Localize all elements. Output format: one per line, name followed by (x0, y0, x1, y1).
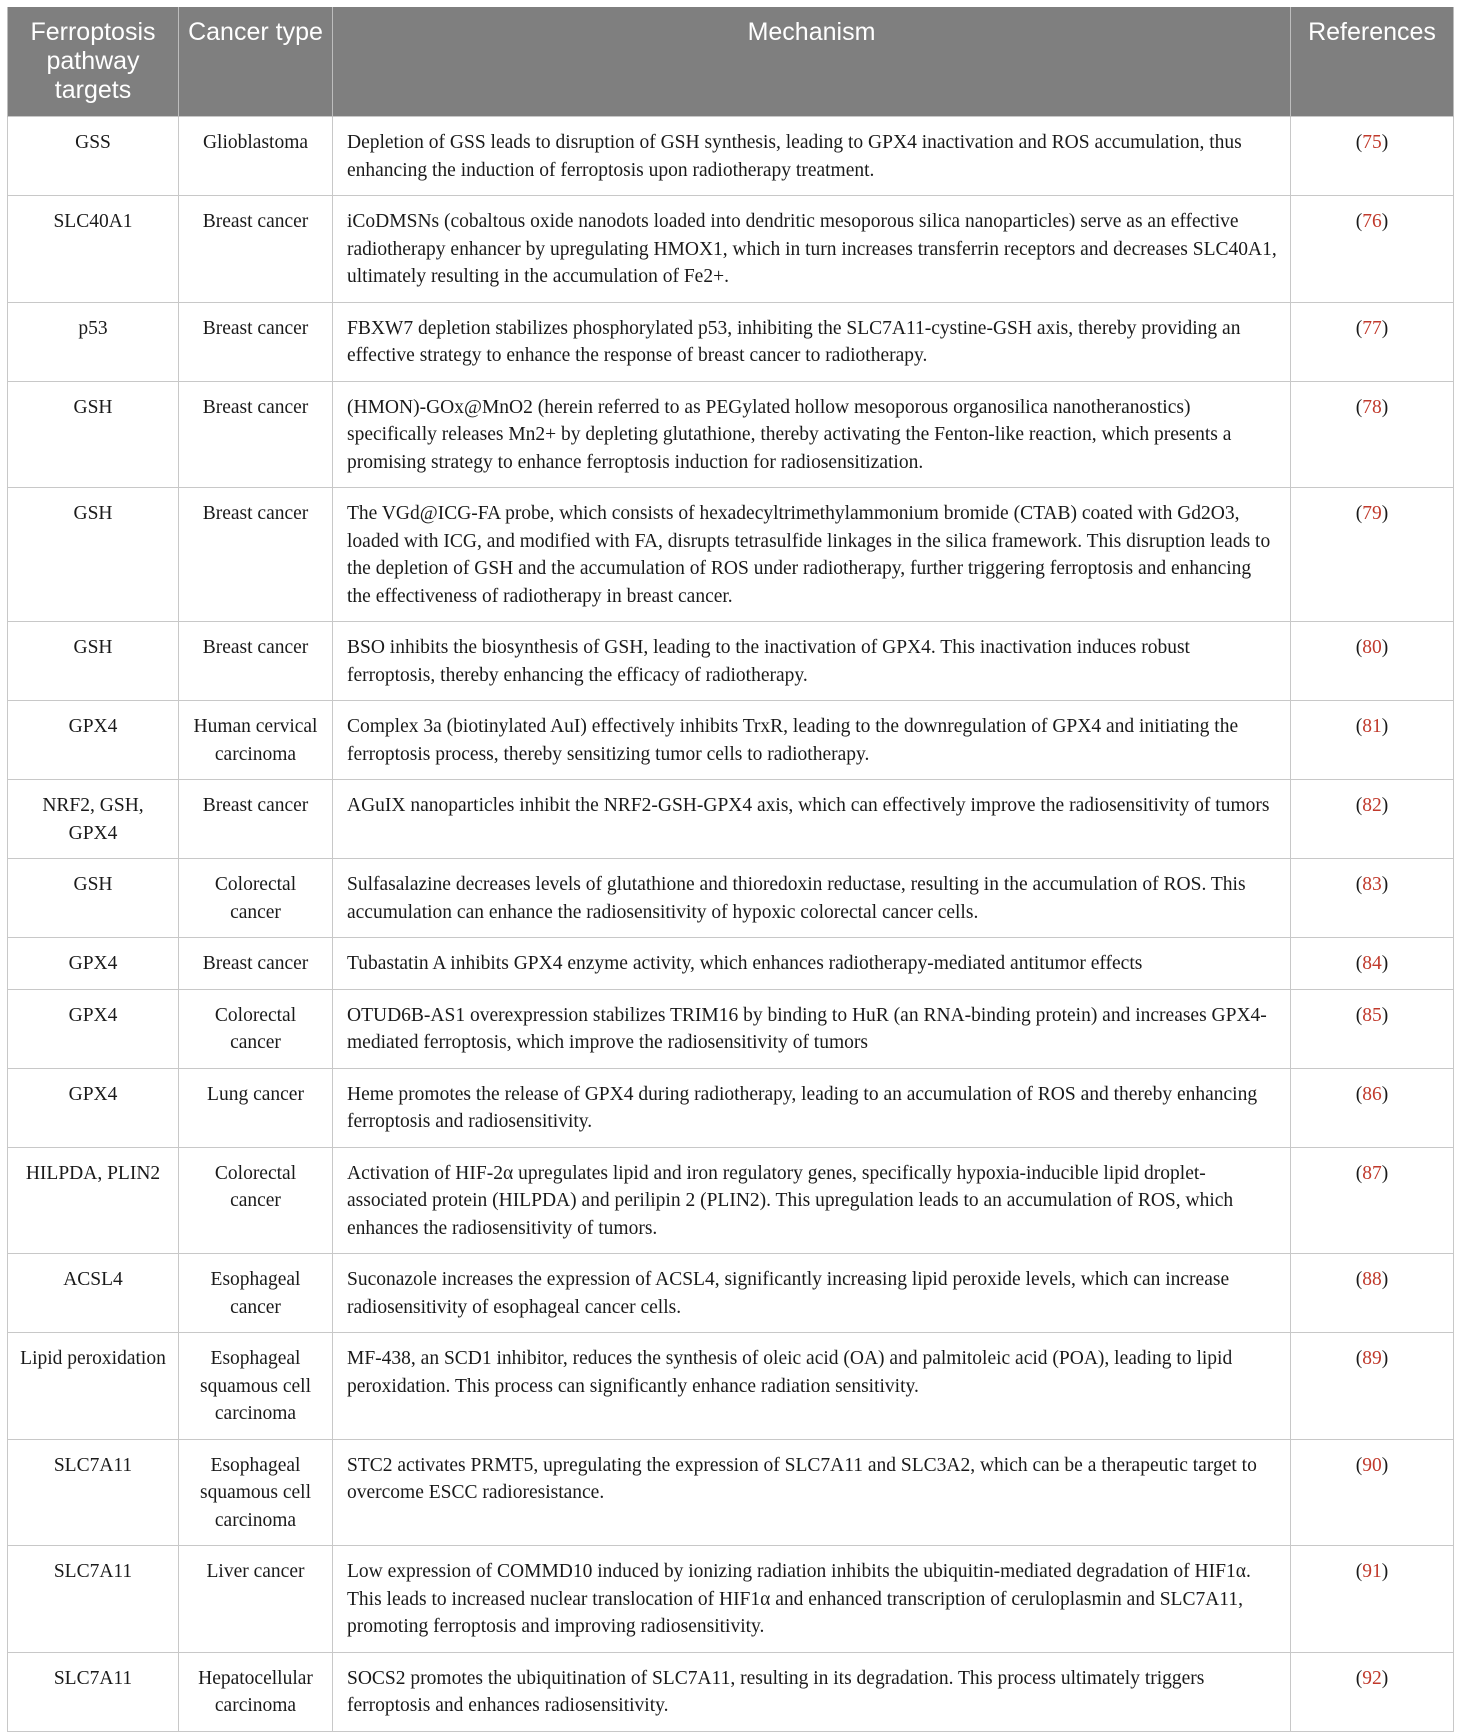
reference-link[interactable]: 80 (1362, 637, 1382, 658)
mechanism-cell: iCoDMSNs (cobaltous oxide nanodots loaded into dendritic mesoporous silica nanoparticles) serve as an effective radiotherapy enhancer by upregulating HMOX1, which in turn increases transferrin receptors and decreases SLC40A1, ultimately resulting in the accumulation of Fe2+. (333, 196, 1291, 303)
mechanism-cell: Low expression of COMMD10 induced by ionizing radiation inhibits the ubiquitin-mediated degradation of HIF1α. This leads to increased nuclear translocation of HIF1α and enhanced transcription of ceruloplasmin and SLC7A11, promoting ferroptosis and improving radiosensitivity. (333, 1546, 1291, 1653)
target-cell: NRF2, GSH, GPX4 (8, 780, 179, 859)
reference-link[interactable]: 92 (1362, 1667, 1382, 1689)
table-row (8, 381, 1454, 488)
target-cell: GPX4 (8, 989, 179, 1068)
table-row (8, 701, 1454, 780)
mechanism-cell: Sulfasalazine decreases levels of glutathione and thioredoxin reductase, resulting in the accumulation of ROS. This accumulation can enhance the radiosensitivity of hypoxic colorectal cancer cells. (333, 859, 1291, 938)
table-row (8, 1147, 1454, 1254)
reference-cell: (80) (1291, 622, 1454, 701)
cancer-type-cell: Breast cancer (179, 381, 333, 488)
reference-cell: (86) (1291, 1068, 1454, 1147)
reference-cell: (82) (1291, 780, 1454, 859)
table-row (8, 989, 1454, 1068)
target-cell: SLC40A1 (8, 196, 179, 303)
reference-cell: (89) (1291, 1333, 1454, 1440)
table-row (8, 1652, 1454, 1731)
cancer-type-cell: Breast cancer (179, 780, 333, 859)
reference-link[interactable]: 78 (1362, 396, 1382, 418)
reference-link[interactable]: 83 (1362, 874, 1382, 895)
mechanism-cell: STC2 activates PRMT5, upregulating the expression of SLC7A11 and SLC3A2, which can be a therapeutic target to overcome ESCC radioresistance. (333, 1439, 1291, 1546)
reference-cell: (84) (1291, 938, 1454, 990)
target-cell: GPX4 (8, 701, 179, 780)
cancer-type-cell: Human cervical carcinoma (179, 701, 333, 780)
reference-cell: (88) (1291, 1254, 1454, 1333)
mechanism-cell: Heme promotes the release of GPX4 during radiotherapy, leading to an accumulation of ROS and thereby enhancing ferroptosis and radiosensitivity. (333, 1068, 1291, 1147)
mechanism-cell: Complex 3a (biotinylated AuI) effectively inhibits TrxR, leading to the downregulation of GPX4 and initiating the ferroptosis process, thereby sensitizing tumor cells to radiotherapy. (333, 701, 1291, 780)
cancer-type-cell: Esophageal squamous cell carcinoma (179, 1439, 333, 1546)
reference-cell: (76) (1291, 196, 1454, 303)
cancer-type-cell: Colorectal cancer (179, 859, 333, 938)
header-cancer-type: Cancer type (179, 7, 333, 117)
table-header (8, 7, 1454, 117)
table-row (8, 938, 1454, 990)
target-cell: SLC7A11 (8, 1546, 179, 1653)
reference-link[interactable]: 86 (1362, 1083, 1382, 1105)
mechanism-cell: Depletion of GSS leads to disruption of GSH synthesis, leading to GPX4 inactivation and ROS accumulation, thus enhancing the induction of ferroptosis upon radiotherapy treatment. (333, 117, 1291, 196)
reference-link[interactable]: 85 (1362, 1004, 1382, 1026)
reference-cell: (77) (1291, 302, 1454, 381)
cancer-type-cell: Colorectal cancer (179, 1147, 333, 1254)
reference-cell: (75) (1291, 117, 1454, 196)
table-row (8, 622, 1454, 701)
reference-link[interactable]: 84 (1362, 953, 1382, 974)
reference-cell: (92) (1291, 1652, 1454, 1731)
table-row (8, 859, 1454, 938)
reference-cell: (85) (1291, 989, 1454, 1068)
reference-cell: (87) (1291, 1147, 1454, 1254)
mechanism-cell: FBXW7 depletion stabilizes phosphorylated p53, inhibiting the SLC7A11-cystine-GSH axis, thereby providing an effective strategy to enhance the response of breast cancer to radiotherapy. (333, 302, 1291, 381)
target-cell: GSH (8, 488, 179, 622)
cancer-type-cell: Liver cancer (179, 1546, 333, 1653)
reference-link[interactable]: 90 (1362, 1454, 1382, 1476)
table-row (8, 1254, 1454, 1333)
table-body (8, 117, 1454, 1732)
cancer-type-cell: Breast cancer (179, 302, 333, 381)
target-cell: Lipid peroxidation (8, 1333, 179, 1440)
cancer-type-cell: Breast cancer (179, 196, 333, 303)
mechanism-cell: (HMON)-GOx@MnO2 (herein referred to as PEGylated hollow mesoporous organosilica nanotheranostics) specifically releases Mn2+ by depleting glutathione, thereby activating the Fenton-like reaction, which presents a promising strategy to enhance ferroptosis induction for radiosensitization. (333, 381, 1291, 488)
target-cell: GSH (8, 859, 179, 938)
reference-link[interactable]: 81 (1362, 716, 1382, 737)
cancer-type-cell: Esophageal squamous cell carcinoma (179, 1333, 333, 1440)
reference-link[interactable]: 89 (1362, 1348, 1382, 1369)
cancer-type-cell: Colorectal cancer (179, 989, 333, 1068)
table-row (8, 1546, 1454, 1653)
reference-link[interactable]: 82 (1362, 795, 1382, 816)
target-cell: p53 (8, 302, 179, 381)
mechanism-cell: Tubastatin A inhibits GPX4 enzyme activity, which enhances radiotherapy-mediated antitumor effects (333, 938, 1291, 990)
mechanism-cell: BSO inhibits the biosynthesis of GSH, leading to the inactivation of GPX4. This inactivation induces robust ferroptosis, thereby enhancing the efficacy of radiotherapy. (333, 622, 1291, 701)
target-cell: GPX4 (8, 938, 179, 990)
cancer-type-cell: Breast cancer (179, 622, 333, 701)
reference-link[interactable]: 76 (1362, 211, 1382, 232)
cancer-type-cell: Hepatocellular carcinoma (179, 1652, 333, 1731)
reference-link[interactable]: 87 (1362, 1162, 1382, 1184)
mechanism-cell: SOCS2 promotes the ubiquitination of SLC7A11, resulting in its degradation. This process ultimately triggers ferroptosis and enhances radiosensitivity. (333, 1652, 1291, 1731)
table-row (8, 117, 1454, 196)
table-row (8, 1333, 1454, 1440)
header-mechanism: Mechanism (333, 7, 1291, 117)
cancer-type-cell: Breast cancer (179, 938, 333, 990)
reference-link[interactable]: 88 (1362, 1269, 1382, 1290)
cancer-type-cell: Esophageal cancer (179, 1254, 333, 1333)
target-cell: GSH (8, 381, 179, 488)
target-cell: ACSL4 (8, 1254, 179, 1333)
table-row (8, 302, 1454, 381)
header-row (8, 7, 1454, 117)
table-row (8, 1439, 1454, 1546)
cancer-type-cell: Lung cancer (179, 1068, 333, 1147)
target-cell: SLC7A11 (8, 1652, 179, 1731)
header-references: References (1291, 7, 1454, 117)
reference-link[interactable]: 75 (1362, 132, 1382, 153)
reference-link[interactable]: 79 (1362, 503, 1382, 524)
reference-cell: (90) (1291, 1439, 1454, 1546)
table-row (8, 780, 1454, 859)
mechanism-cell: MF-438, an SCD1 inhibitor, reduces the synthesis of oleic acid (OA) and palmitoleic acid (POA), leading to lipid peroxidation. This process can significantly enhance radiation sensitivity. (333, 1333, 1291, 1440)
header-target: Ferroptosis pathway targets (8, 7, 179, 117)
reference-cell: (81) (1291, 701, 1454, 780)
ferroptosis-table (7, 7, 1454, 1732)
reference-cell: (91) (1291, 1546, 1454, 1653)
target-cell: GSH (8, 622, 179, 701)
reference-link[interactable]: 91 (1362, 1561, 1382, 1582)
mechanism-cell: Suconazole increases the expression of ACSL4, significantly increasing lipid peroxide levels, which can increase radiosensitivity of esophageal cancer cells. (333, 1254, 1291, 1333)
reference-link[interactable]: 77 (1362, 317, 1382, 339)
ferroptosis-table-container (7, 7, 1453, 1732)
target-cell: GSS (8, 117, 179, 196)
table-row (8, 488, 1454, 622)
mechanism-cell: OTUD6B-AS1 overexpression stabilizes TRIM16 by binding to HuR (an RNA-binding protein) and increases GPX4-mediated ferroptosis, which improve the radiosensitivity of tumors (333, 989, 1291, 1068)
cancer-type-cell: Glioblastoma (179, 117, 333, 196)
table-row (8, 1068, 1454, 1147)
mechanism-cell: AGuIX nanoparticles inhibit the NRF2-GSH-GPX4 axis, which can effectively improve the radiosensitivity of tumors (333, 780, 1291, 859)
target-cell: GPX4 (8, 1068, 179, 1147)
table-row (8, 196, 1454, 303)
cancer-type-cell: Breast cancer (179, 488, 333, 622)
reference-cell: (83) (1291, 859, 1454, 938)
target-cell: SLC7A11 (8, 1439, 179, 1546)
reference-cell: (78) (1291, 381, 1454, 488)
mechanism-cell: The VGd@ICG-FA probe, which consists of hexadecyltrimethylammonium bromide (CTAB) coated with Gd2O3, loaded with ICG, and modified with FA, disrupts tetrasulfide linkages in the silica framework. This disruption leads to the depletion of GSH and the accumulation of ROS under radiotherapy, further triggering ferroptosis and enhancing the effectiveness of radiotherapy in breast cancer. (333, 488, 1291, 622)
mechanism-cell: Activation of HIF-2α upregulates lipid and iron regulatory genes, specifically hypoxia-inducible lipid droplet-associated protein (HILPDA) and perilipin 2 (PLIN2). This upregulation leads to an accumulation of ROS, which enhances the radiosensitivity of tumors. (333, 1147, 1291, 1254)
target-cell: HILPDA, PLIN2 (8, 1147, 179, 1254)
reference-cell: (79) (1291, 488, 1454, 622)
